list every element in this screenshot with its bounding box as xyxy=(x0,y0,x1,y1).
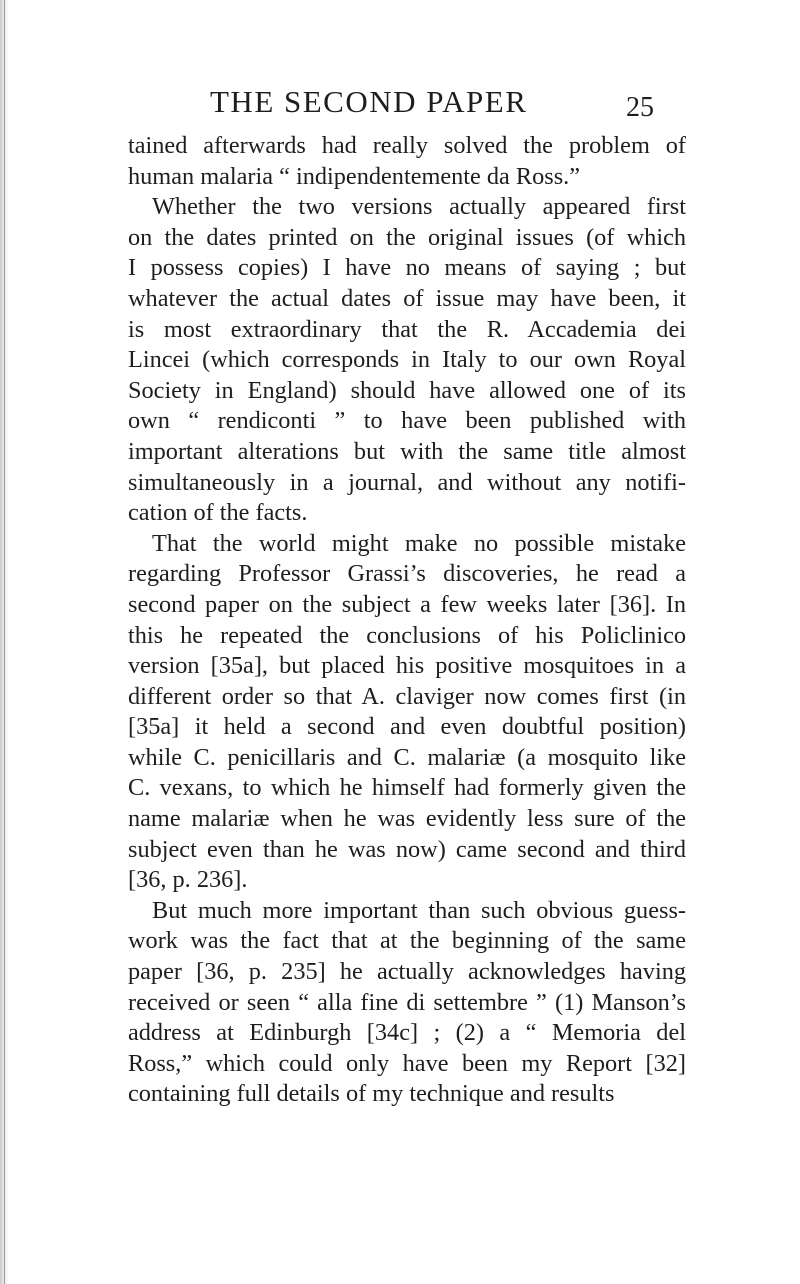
text-line: whatever the actual dates of issue may have been, it xyxy=(128,284,686,312)
text-line: on the dates printed on the original issues (of which xyxy=(128,223,686,251)
body-text xyxy=(128,131,686,1110)
text-line: subject even than he was now) came second and third xyxy=(128,835,686,863)
text-line: own “ rendiconti ” to have been published with xyxy=(128,407,686,435)
page-number: 25 xyxy=(626,92,654,123)
text-line: C. vexans, to which he himself had formerly given the xyxy=(128,774,686,802)
text-line: Lincei (which corresponds in Italy to our own Royal xyxy=(128,346,686,374)
text-line: is most extraordinary that the R. Accademia dei xyxy=(128,315,686,343)
running-title: THE SECOND PAPER xyxy=(210,84,528,119)
scan-edge-shadow xyxy=(0,0,10,1284)
text-line: Society in England) should have allowed one of its xyxy=(128,376,686,404)
text-line: regarding Professor Grassi’s discoveries, he read a xyxy=(128,560,686,588)
text-line: name malariæ when he was evidently less sure of the xyxy=(128,805,686,833)
text-line: paper [36, p. 235] he actually acknowledges having xyxy=(128,958,686,986)
text-line: second paper on the subject a few weeks later [36]. In xyxy=(128,590,686,618)
text-line: I possess copies) I have no means of saying ; but xyxy=(128,254,686,282)
text-line: cation of the facts. xyxy=(128,499,308,527)
text-line: That the world might make no possible mistake xyxy=(152,529,686,557)
text-line: received or seen “ alla fine di settembre ” (1) Manson’s xyxy=(128,988,686,1016)
text-line: Ross,” which could only have been my Report [32] xyxy=(128,1049,686,1077)
text-line: version [35a], but placed his positive mosquitoes in a xyxy=(128,652,686,680)
text-line: human malaria “ indipendentemente da Ross.” xyxy=(128,162,581,190)
scan-edge-line xyxy=(4,0,5,1284)
text-line: this he repeated the conclusions of his Policlinico xyxy=(128,621,686,649)
text-line: while C. penicillaris and C. malariæ (a mosquito like xyxy=(128,743,686,771)
text-line: simultaneously in a journal, and without any notifi- xyxy=(128,468,686,496)
text-line: containing full details of my technique and results xyxy=(128,1080,615,1108)
text-line: different order so that A. claviger now comes first (in xyxy=(128,682,686,710)
text-line: But much more important than such obvious guess- xyxy=(152,896,686,924)
text-line: tained afterwards had really solved the problem of xyxy=(128,132,686,159)
text-line: important alterations but with the same title almost xyxy=(128,437,686,465)
text-line: work was the fact that at the beginning of the same xyxy=(128,927,686,955)
text-line: [35a] it held a second and even doubtful position) xyxy=(128,713,686,741)
text-line: Whether the two versions actually appeared first xyxy=(152,193,686,221)
text-line: [36, p. 236]. xyxy=(128,866,248,894)
text-line: address at Edinburgh [34c] ; (2) a “ Memoria del xyxy=(128,1019,686,1047)
